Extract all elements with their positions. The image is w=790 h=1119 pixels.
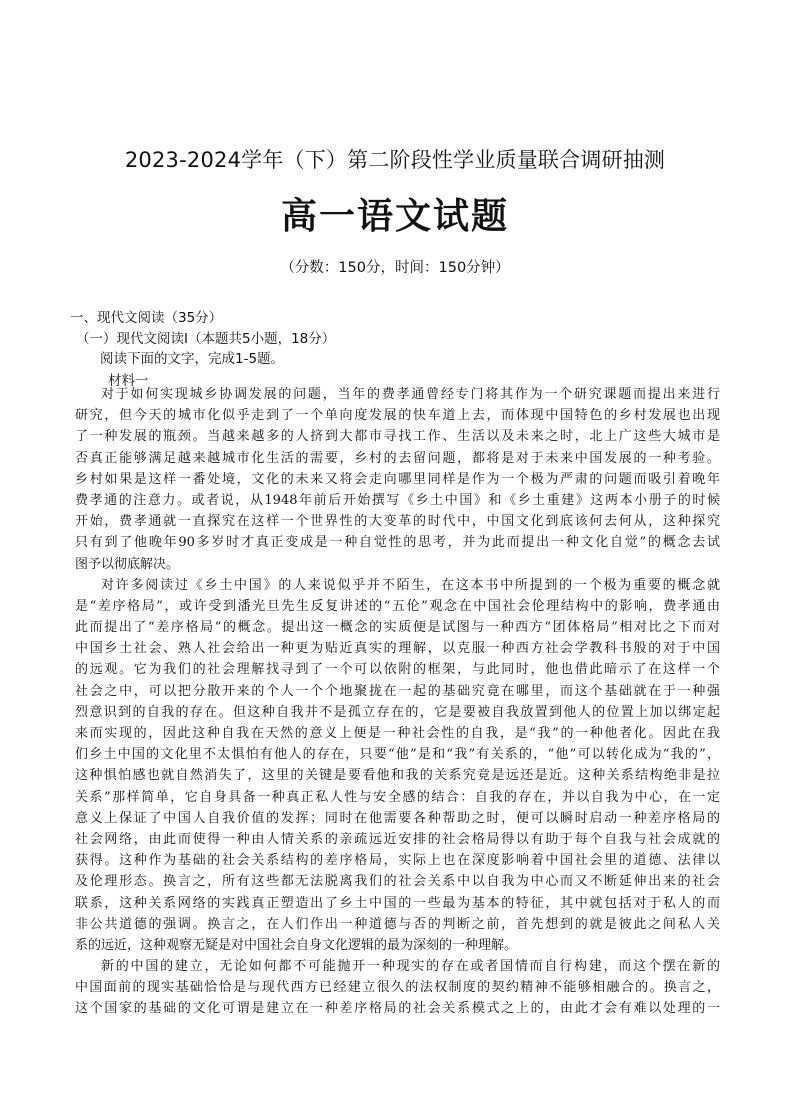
passage-line: 新的中国的建立，无论如何都不可能抛开一种现实的存在或者国情而自行构建，而这个摆在新的: [101, 959, 720, 975]
passage-line: 非公共道德的强调。换言之，在人们作出一种道德与否的判断之前，首先想到的就是彼此之间私人关: [75, 916, 720, 932]
passage-line: 研究，但今天的城市化似乎走到了一个单向度发展的快车道上去，而体现中国特色的乡村发展也出现: [75, 408, 720, 424]
exam-meta: （分数：150分，时间：150分钟）: [280, 260, 510, 276]
passage-line: 烈意识到的自我的存在。但这种自我并不是孤立存在的，它是要被自我放置到他人的位置上加以绑定起: [75, 704, 720, 720]
passage-paragraph-2: [75, 575, 720, 956]
passage-line: 图予以彻底解决。: [75, 556, 180, 572]
passage-line: 这个国家的基础的文化可谓是建立在一种差序格局的社会关系模式之上的，由此才会有难以处理的一: [75, 1001, 720, 1017]
passage-line: 对于如何实现城乡协调发展的问题，当年的费孝通曾经专门将其作为一个研究课题而提出来进行: [101, 387, 720, 402]
passage-line: 关系”那样简单，它自身具备一种真正私人性与安全感的结合：自我的存在，并以自我为中心，在一定: [75, 789, 720, 805]
passage-line: 及伦理形态。换言之，所有这些都无法脱离我们的社会关系中以自我为中心而又不断延伸出来的社会: [75, 874, 720, 890]
passage-line: 社会网络，由此而使得一种由人情关系的亲疏远近安排的社会格局得以有助于每个自我与社会成就的: [75, 831, 720, 847]
exam-title: 高一语文试题: [280, 196, 509, 237]
reading-passage: [75, 384, 720, 1020]
passage-paragraph-1: [75, 384, 720, 575]
passage-line: 对许多阅读过《乡土中国》的人来说似乎并不陌生，在这本书中所提到的一个极为重要的概念就: [101, 577, 720, 593]
passage-line: 否真正能够满足越来越城市化生活的需要，乡村的去留问题，都将是对于未来中国发展的一种考验。: [75, 450, 720, 466]
passage-line: 们乡土中国的文化里不太惧怕有他人的存在，只要“他”是和“我”有关系的，“他”可以转化成为“我的”，: [75, 747, 720, 763]
passage-line: 中国乡土社会、熟人社会给出一种更为贴近真实的理解，以克服一种西方社会学教科书般的对于中国: [75, 641, 720, 657]
passage-line: 中国面前的现实基础恰恰是与现代西方已经建立很久的法权制度的契约精神不能够相融合的。换言之，: [75, 980, 720, 996]
passage-line: 了一种发展的瓶颈。当越来越多的人挤到大都市寻找工作、生活以及未来之时，北上广这些大城市是: [75, 429, 720, 445]
passage-line: 只有到了他晚年90多岁时才真正变成是一种自觉性的思考，并为此而提出一种文化自觉”的概念去试: [75, 535, 720, 551]
passage-line: 费孝通的注意力。或者说，从1948年前后开始撰写《乡土中国》和《乡土重建》这两本小册子的时候: [75, 492, 720, 508]
passage-line: 联系，这种关系网络的实践真正塑造出了乡土中国的一些最为基本的特征，其中就包括对于私人的而: [75, 895, 720, 911]
passage-line: 的远观。它为我们的社会理解找寻到了一个可以依附的框架，与此同时，他也借此暗示了在这样一个: [75, 662, 720, 678]
material-label: 材料一: [108, 373, 149, 389]
section-heading: 一、现代文阅读（35分）: [70, 310, 223, 326]
passage-line: 来而实现的，因此这种自我在天然的意义上便是一种社会性的自我，是“我”的一种他者化。因此在我: [75, 726, 720, 741]
passage-line: 系的远近，这种观察无疑是对中国社会自身文化逻辑的最为深刻的一种理解。: [75, 937, 518, 953]
passage-line: 这种惧怕感也就自然消失了，这里的关键是要看他和我的关系究竟是远还是近。这种关系结构绝非是拉: [75, 768, 720, 784]
passage-paragraph-3: [75, 956, 720, 1020]
subsection-heading: （一）现代文阅读Ⅰ（本题共5小题，18分）: [76, 331, 336, 347]
exam-header: 2023-2024学年（下）第二阶段性学业质量联合调研抽测: [124, 148, 666, 172]
passage-line: 此而提出了“差序格局”的概念。提出这一概念的实质便是试图与一种西方“团体格局”相对比之下而对: [75, 620, 720, 636]
passage-line: 意义上保证了中国人自我价值的发挥；同时在他需要各种帮助之时，便可以瞬时启动一种差序格局的: [75, 810, 720, 826]
reading-instruction: 阅读下面的文字，完成1-5题。: [100, 351, 285, 367]
passage-line: 乡村如果是这样一番处境，文化的未来又将会走向哪里同样是作为一个极为严肃的问题而吸引着晚年: [75, 471, 720, 487]
passage-line: 社会之中，可以把分散开来的个人一个个地聚拢在一起的基础究竟在哪里，而这个基础就在于一种强: [75, 683, 720, 699]
passage-line: 开始，费孝通就一直探究在这样一个世界性的大变革的时代中，中国文化到底该何去何从，这种探究: [75, 514, 720, 530]
passage-line: 是“差序格局”，或许受到潘光旦先生反复讲述的“五伦”观念在中国社会伦理结构中的影响，费孝通由: [75, 598, 720, 614]
passage-line: 获得。这种作为基础的社会关系结构的差序格局，实际上也在深度影响着中国社会里的道德、法律以: [75, 853, 720, 869]
